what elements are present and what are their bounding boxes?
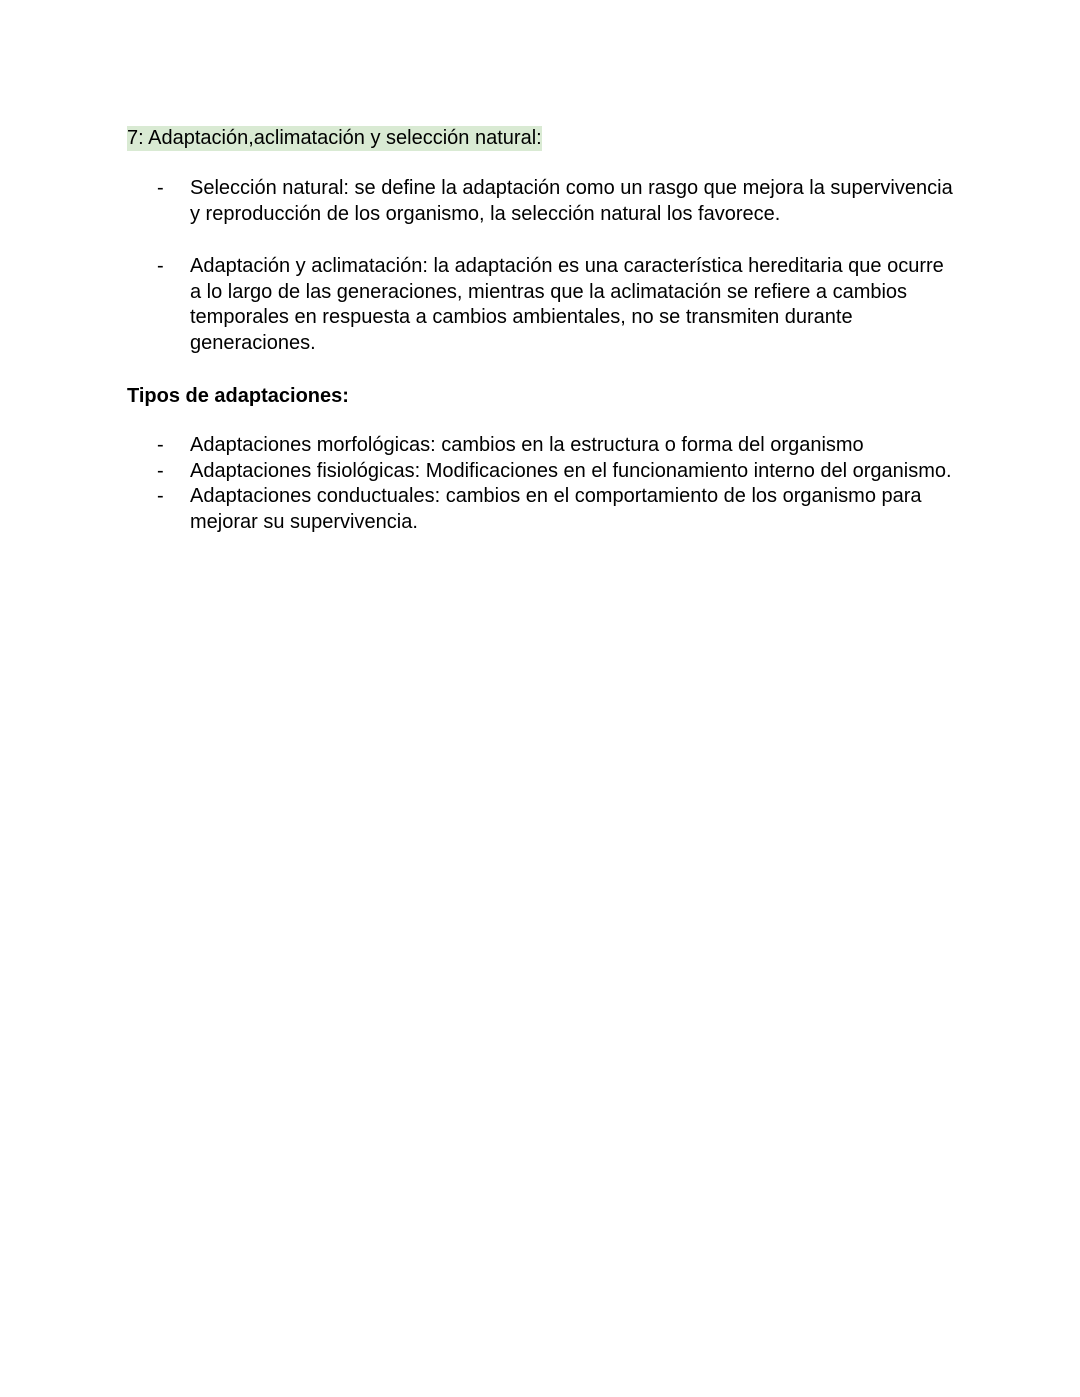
section-title-highlight: 7: Adaptación,aclimatación y selección natural:	[127, 127, 542, 149]
list-item	[0, 254, 1080, 357]
list-item-text: Selección natural: se define la adaptación como un rasgo que mejora la supervivencia y reproducción de los organismo, la selección natural los favorece.	[190, 177, 953, 225]
list-item-text: Adaptaciones fisiológicas: Modificaciones en el funcionamiento interno del organismo.	[190, 459, 952, 482]
list-item	[0, 459, 1080, 485]
section-title	[127, 124, 542, 152]
dash-bullet: -	[157, 177, 164, 199]
dash-bullet: -	[157, 485, 164, 508]
list-item-text: Adaptaciones conductuales: cambios en el comportamiento de los organismo para mejorar su supervivencia.	[190, 485, 922, 534]
list-item	[0, 433, 1080, 459]
list-item-text: Adaptaciones morfológicas: cambios en la estructura o forma del organismo	[190, 434, 864, 456]
dash-bullet: -	[157, 434, 164, 456]
list-item-text: Adaptación y aclimatación: la adaptación es una característica hereditaria que ocurre a lo largo de las generaciones, mientras que la aclimatación se refiere a cambios temporales en respuesta a cambios ambientales, no se transmiten durante generaciones.	[190, 255, 944, 355]
intro-list	[0, 176, 1080, 227]
types-list	[0, 433, 1080, 536]
list-item	[0, 176, 1080, 227]
types-title: Tipos de adaptaciones:	[127, 385, 349, 407]
dash-bullet: -	[157, 459, 164, 482]
list-item	[0, 484, 1080, 535]
intro-list-2	[0, 254, 1080, 357]
dash-bullet: -	[157, 255, 164, 277]
